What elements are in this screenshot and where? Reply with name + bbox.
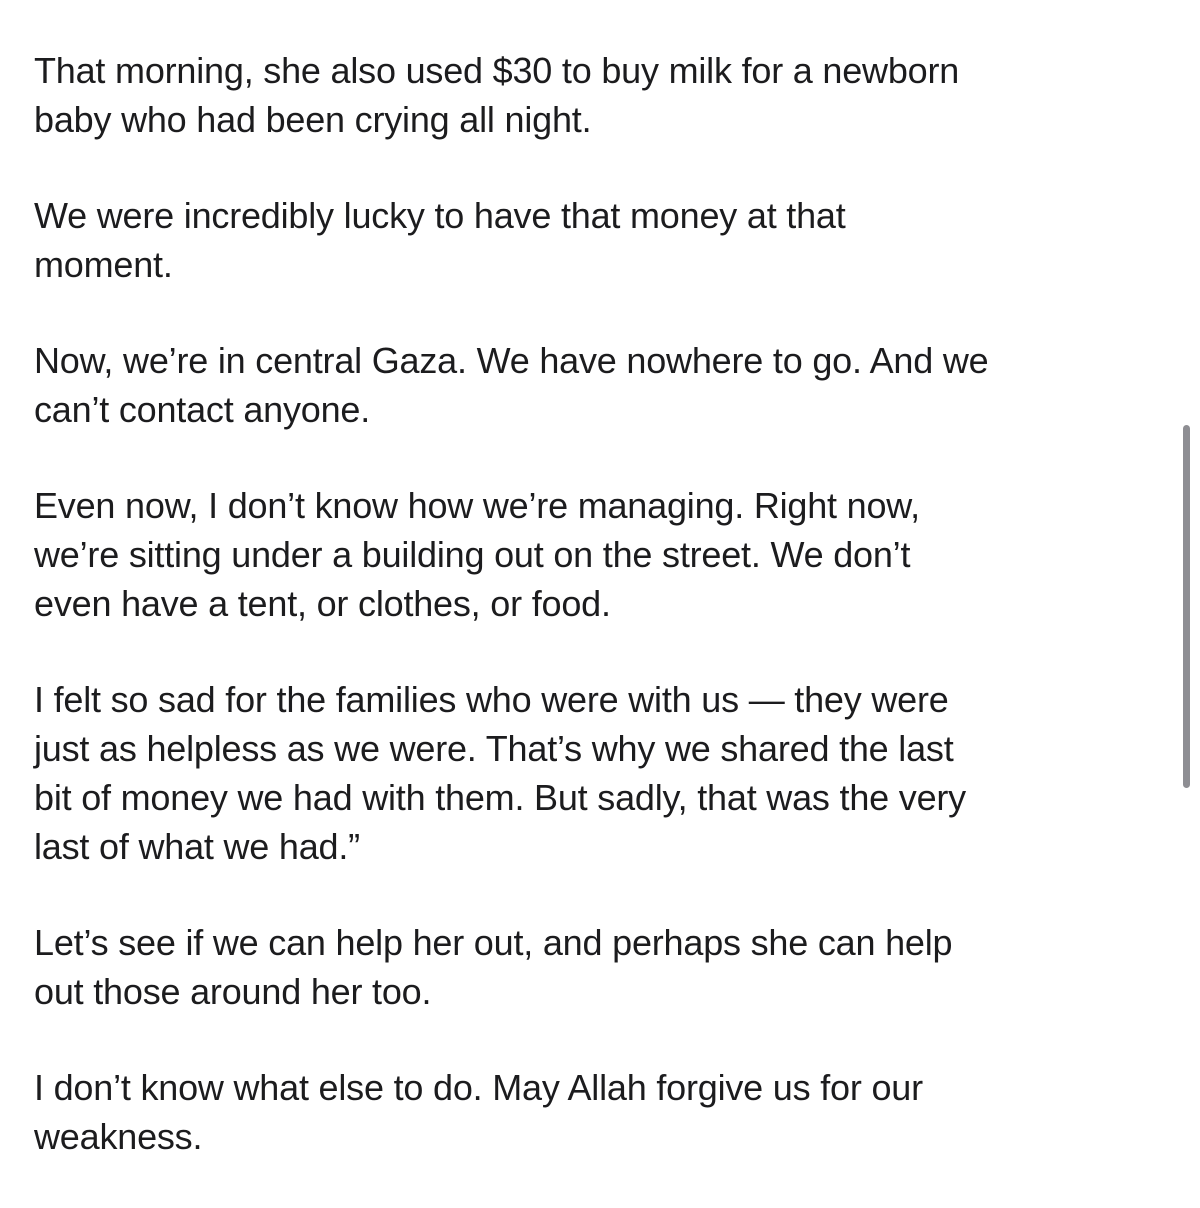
paragraph-5: I felt so sad for the families who were with us — they were just as helpless as we were. That’s why we shared the last bit of money we had with them. But sadly, that was the very last of what we had.” <box>34 679 966 867</box>
article-body <box>34 46 1164 1208</box>
paragraph-2: We were incredibly lucky to have that money at that moment. <box>34 195 846 285</box>
vertical-scrollbar[interactable] <box>1183 425 1190 788</box>
paragraph-3: Now, we’re in central Gaza. We have nowhere to go. And we can’t contact anyone. <box>34 340 989 430</box>
paragraph-4: Even now, I don’t know how we’re managing. Right now, we’re sitting under a building out on the street. We don’t even have a tent, or clothes, or food. <box>34 485 920 624</box>
paragraph-6: Let’s see if we can help her out, and perhaps she can help out those around her too. <box>34 922 953 1012</box>
paragraph-7: I don’t know what else to do. May Allah forgive us for our weakness. <box>34 1067 923 1157</box>
paragraph-1: That morning, she also used $30 to buy milk for a newborn baby who had been crying all night. <box>34 50 960 140</box>
